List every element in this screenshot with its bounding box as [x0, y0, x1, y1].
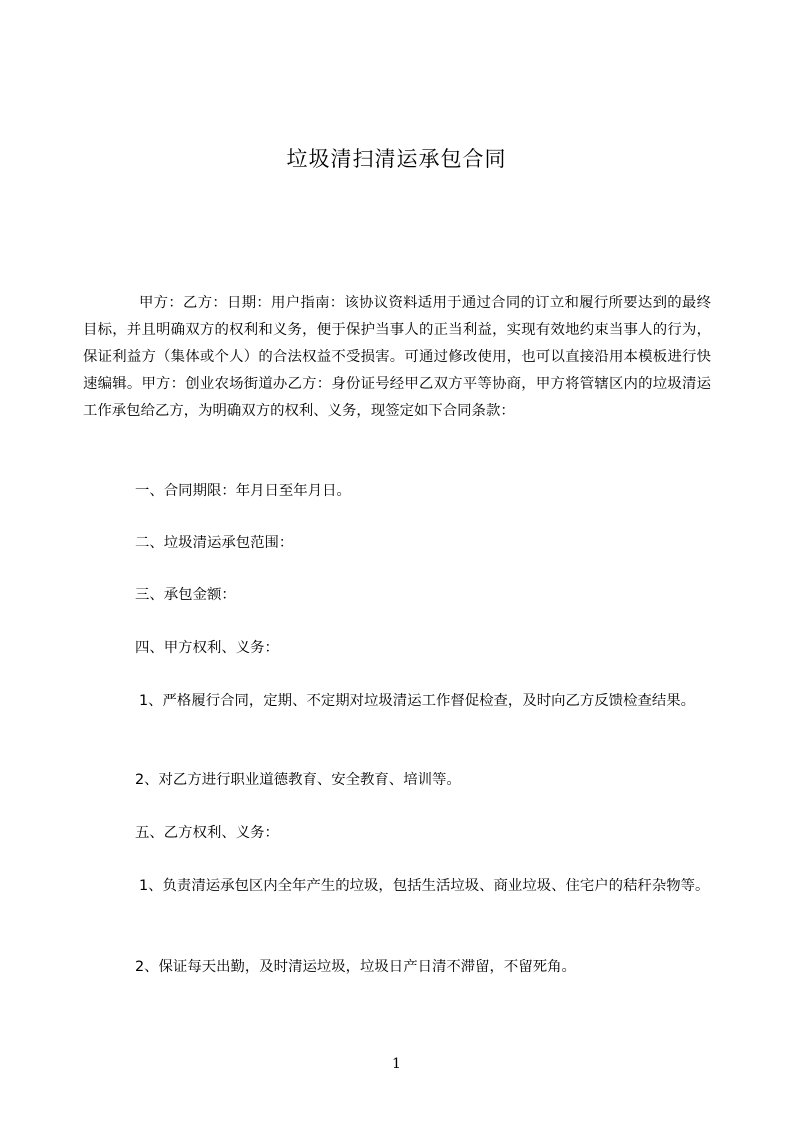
section-4-item-2: 2、对乙方进行职业道德教育、安全教育、培训等。 [135, 772, 461, 788]
section-5-party-b-rights: 五、乙方权利、义务： [135, 825, 279, 841]
page-number: 1 [392, 1056, 401, 1072]
section-5-item-1: 1、负责清运承包区内全年产生的垃圾，包括生活垃圾、商业垃圾、住宅户的秸秆杂物等。 [139, 878, 710, 894]
section-5-item-2: 2、保证每天出勤，及时清运垃圾，垃圾日产日清不滞留，不留死角。 [135, 959, 576, 975]
document-title: 垃圾清扫清运承包合同 [286, 147, 507, 171]
section-1-contract-term: 一、合同期限：年月日至年月日。 [135, 483, 351, 499]
intro-paragraph: 甲方：乙方：日期：用户指南：该协议资料适用于通过合同的订立和履行所要达到的最终目标，并且明确双方的权利和义务，便于保护当事人的正当利益，实现有效地约束当事人的行为，保证利益方（集体或个人）的合法权益不受损害。可通过修改使用，也可以直接沿用本模板进行快速编辑。甲方：创业农场街道办乙方：身份证号经甲乙双方平等协商，甲方将管辖区内的垃圾清运工作承包给乙方，为明确双方的权利、义务，现签定如下合同条款： [83, 295, 711, 419]
section-4-party-a-rights: 四、甲方权利、义务： [135, 640, 279, 656]
section-2-scope: 二、垃圾清运承包范围： [135, 535, 294, 551]
section-3-amount: 三、承包金额： [135, 587, 236, 603]
section-4-item-1: 1、严格履行合同，定期、不定期对垃圾清运工作督促检查，及时向乙方反馈检查结果。 [139, 693, 696, 709]
